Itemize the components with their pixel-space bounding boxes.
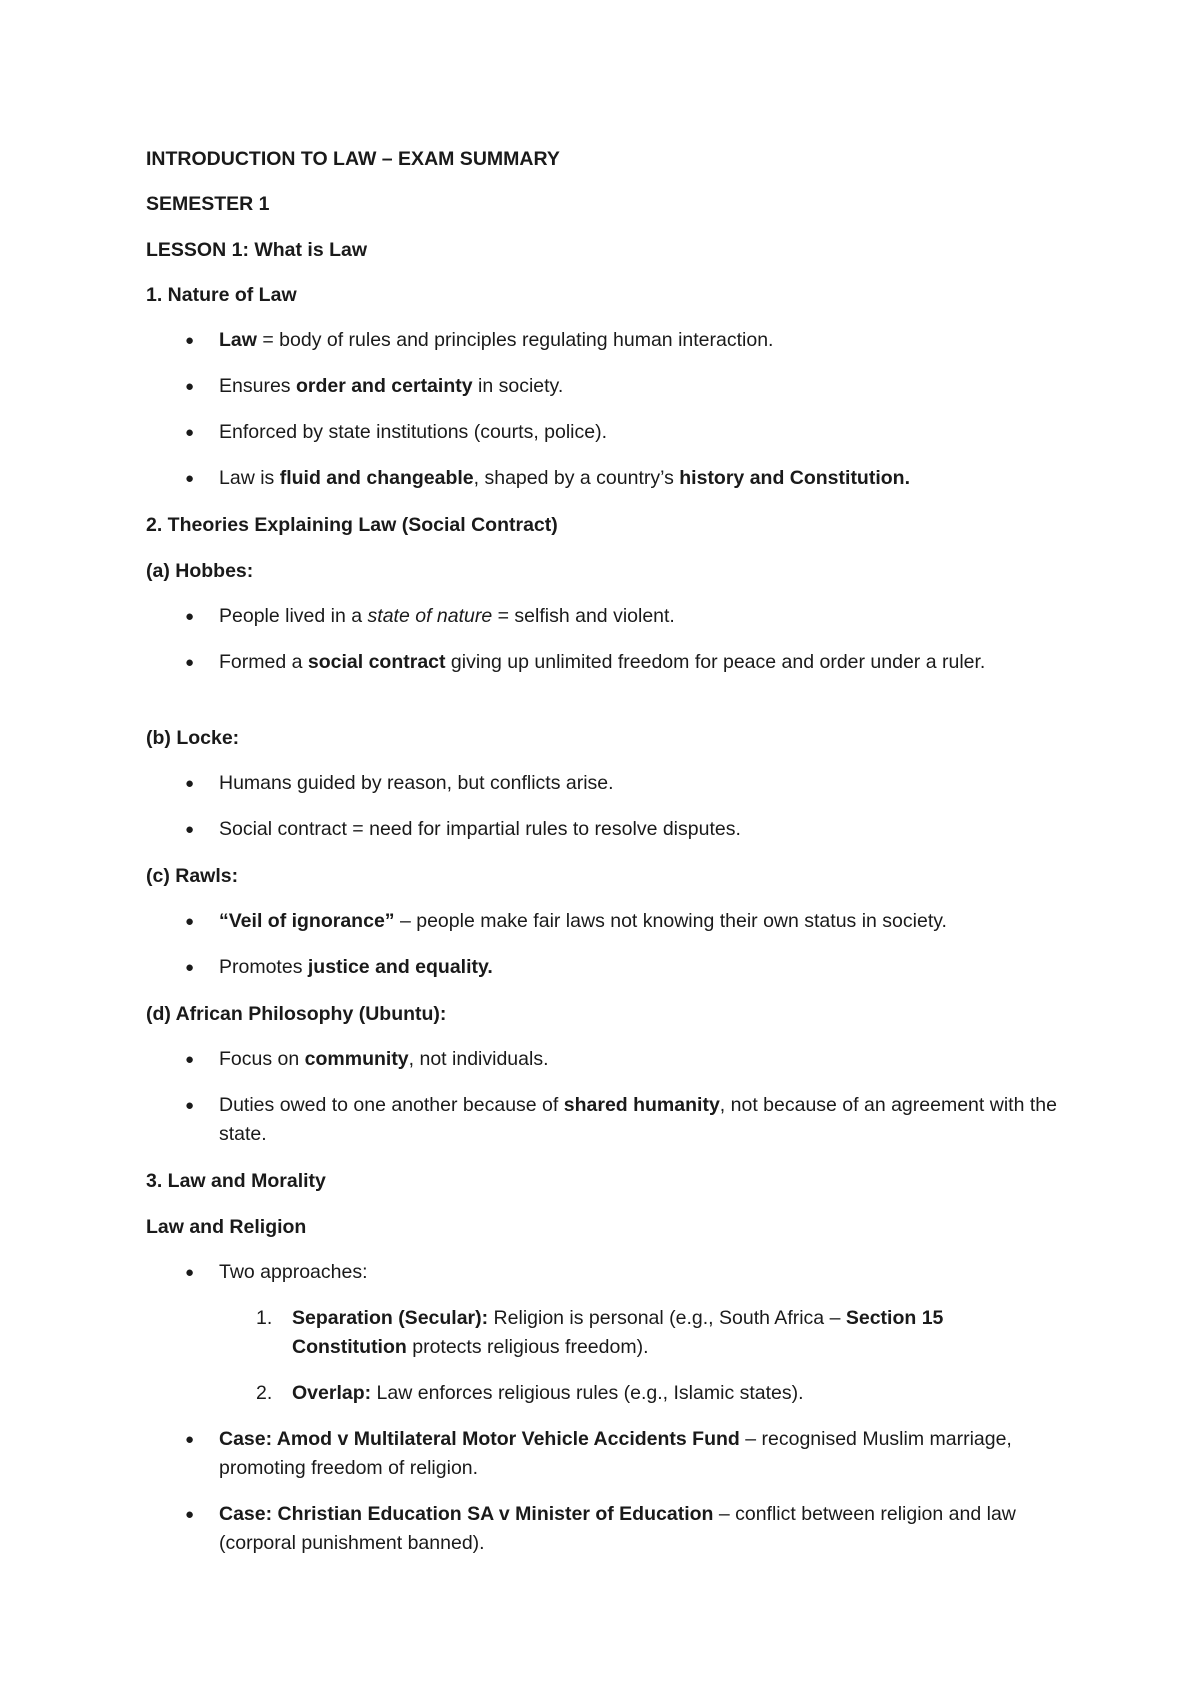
bullet-icon: ● [185,959,195,976]
list-item: Two approaches: [219,1261,368,1283]
bullet-icon: ● [185,332,195,349]
section-heading-law-and-morality: 3. Law and Morality [146,1170,326,1192]
list-item: Enforced by state institutions (courts, police). [219,421,608,443]
bullet-icon: ● [185,913,195,930]
bullet-icon: ● [185,1051,195,1068]
list-item: Law is fluid and changeable, shaped by a country’s history and Constitution. [219,467,911,489]
list-item: “Veil of ignorance” – people make fair laws not knowing their own status in society. [219,910,947,932]
list-item: Focus on community, not individuals. [219,1048,549,1070]
subheading-locke: (b) Locke: [146,727,240,749]
bullet-icon: ● [185,608,195,625]
list-item: People lived in a state of nature = selfish and violent. [219,605,675,627]
list-item: Ensures order and certainty in society. [219,375,564,397]
list-item: Social contract = need for impartial rules to resolve disputes. [219,818,741,840]
semester-heading: SEMESTER 1 [146,193,270,215]
list-number: 2. [256,1382,273,1404]
list-item: Formed a social contract giving up unlimited freedom for peace and order under a ruler. [219,651,986,673]
bullet-icon: ● [185,821,195,838]
bullet-icon: ● [185,775,195,792]
bullet-icon: ● [185,424,195,441]
list-item: Case: Amod v Multilateral Motor Vehicle Accidents Fund – recognised Muslim marriage, promoting freedom of religion. [219,1428,1012,1479]
numbered-item: Overlap: Law enforces religious rules (e.g., Islamic states). [292,1382,804,1404]
bullet-icon: ● [185,654,195,671]
list-item: Duties owed to one another because of shared humanity, not because of an agreement with the state. [219,1094,1057,1145]
list-item: Promotes justice and equality. [219,956,493,978]
section-heading-theories: 2. Theories Explaining Law (Social Contract) [146,514,558,536]
subheading-hobbes: (a) Hobbes: [146,560,254,582]
bullet-icon: ● [185,1431,195,1448]
list-item: Humans guided by reason, but conflicts arise. [219,772,614,794]
bullet-icon: ● [185,1506,195,1523]
list-item: Law = body of rules and principles regulating human interaction. [219,329,774,351]
list-item: Case: Christian Education SA v Minister of Education – conflict between religion and law (corporal punishment banned). [219,1503,1016,1554]
list-number: 1. [256,1307,273,1329]
section-heading-nature-of-law: 1. Nature of Law [146,284,297,306]
bullet-icon: ● [185,378,195,395]
lesson-heading: LESSON 1: What is Law [146,239,368,261]
numbered-item: Separation (Secular): Religion is personal (e.g., South Africa – Section 15 Constitution protects religious freedom). [292,1307,944,1358]
subheading-rawls: (c) Rawls: [146,865,239,887]
bullet-icon: ● [185,470,195,487]
bullet-icon: ● [185,1264,195,1281]
subheading-law-and-religion: Law and Religion [146,1216,307,1238]
document-title: INTRODUCTION TO LAW – EXAM SUMMARY [146,148,560,170]
bullet-icon: ● [185,1097,195,1114]
subheading-ubuntu: (d) African Philosophy (Ubuntu): [146,1003,447,1025]
